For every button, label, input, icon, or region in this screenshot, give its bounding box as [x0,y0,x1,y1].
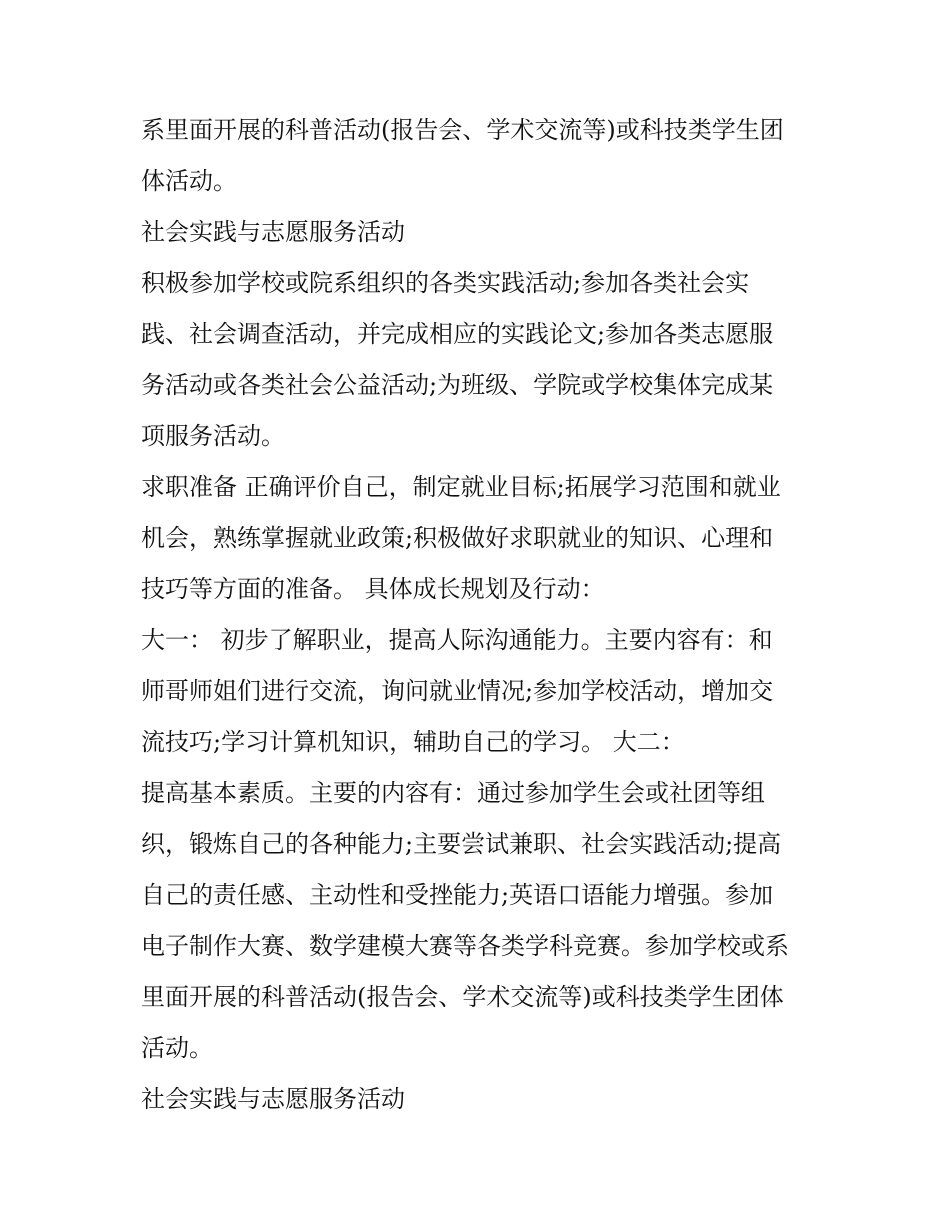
text-line: 机会，熟练掌握就业政策;积极做好求职就业的知识、心理和 [141,524,774,552]
section-heading: 社会实践与志愿服务活动 [141,218,405,246]
text-line: 电子制作大赛、数学建模大赛等各类学科竞赛。参加学校或系 [141,932,789,960]
text-line: 积极参加学校或院系组织的各类实践活动;参加各类社会实 [141,269,750,297]
text-line: 求职准备 正确评价自己，制定就业目标;拓展学习范围和就业 [141,473,781,501]
section-heading: 社会实践与志愿服务活动 [141,1085,405,1113]
text-line: 织，锻炼自己的各种能力;主要尝试兼职、社会实践活动;提高 [141,830,782,858]
text-line: 自己的责任感、主动性和受挫能力;英语口语能力增强。参加 [141,881,774,909]
text-line: 体活动。 [141,167,237,195]
text-line: 项服务活动。 [141,422,285,450]
text-line: 提高基本素质。主要的内容有：通过参加学生会或社团等组 [141,779,765,807]
document-body [141,105,831,1125]
text-line: 系里面开展的科普活动(报告会、学术交流等)或科技类学生团 [141,116,784,144]
text-line: 践、社会调查活动，并完成相应的实践论文;参加各类志愿服 [141,320,774,348]
text-line: 技巧等方面的准备。 具体成长规划及行动： [141,575,605,603]
text-line: 活动。 [141,1034,213,1062]
text-line: 大一： 初步了解职业，提高人际沟通能力。主要内容有：和 [141,626,773,654]
text-line: 流技巧;学习计算机知识，辅助自己的学习。 大二： [141,728,685,756]
text-line: 务活动或各类社会公益活动;为班级、学院或学校集体完成某 [141,371,774,399]
text-line: 师哥师姐们进行交流，询问就业情况;参加学校活动，增加交 [141,677,774,705]
text-line: 里面开展的科普活动(报告会、学术交流等)或科技类学生团体 [141,983,784,1011]
